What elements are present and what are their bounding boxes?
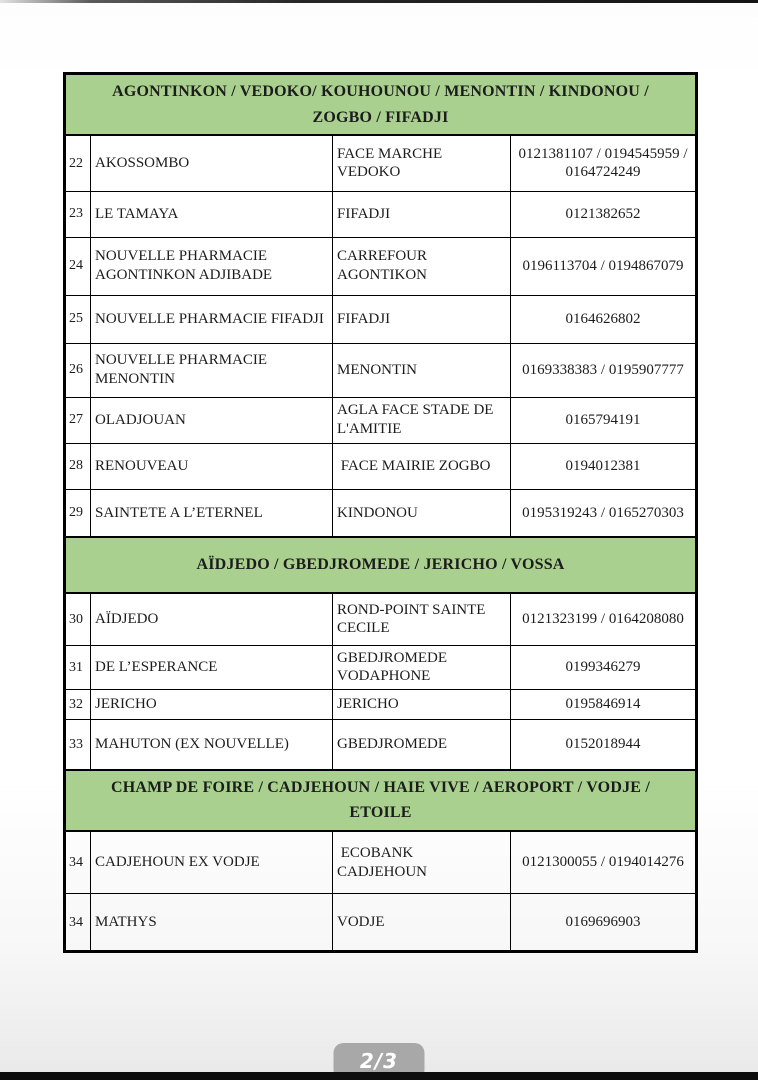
- pharmacy-name-cell: AKOSSOMBO: [91, 135, 333, 191]
- row-number-cell: 29: [65, 489, 91, 537]
- phone-cell: 0195319243 / 0165270303: [511, 489, 697, 537]
- pharmacy-name-cell: LE TAMAYA: [91, 191, 333, 237]
- pharmacy-name-cell: NOUVELLE PHARMACIE FIFADJI: [91, 295, 333, 343]
- page-indicator-label: 2/3: [359, 1048, 399, 1073]
- table-row: [65, 690, 697, 720]
- location-cell: ECOBANK CADJEHOUN: [333, 831, 511, 894]
- section-header: CHAMP DE FOIRE / CADJEHOUN / HAIE VIVE / AEROPORT / VODJE / ETOILE: [65, 770, 697, 831]
- section-header-row: [65, 770, 697, 831]
- table-row: [65, 593, 697, 645]
- section-header: AÏDJEDO / GBEDJROMEDE / JERICHO / VOSSA: [65, 537, 697, 593]
- row-number-cell: 23: [65, 191, 91, 237]
- document-page[interactable]: [63, 72, 695, 953]
- row-number-cell: 30: [65, 593, 91, 645]
- phone-cell: 0169696903: [511, 894, 697, 952]
- table-section: [65, 537, 697, 770]
- row-number-cell: 34: [65, 831, 91, 894]
- location-cell: CARREFOUR AGONTIKON: [333, 237, 511, 295]
- table-row: [65, 191, 697, 237]
- row-number-cell: 32: [65, 690, 91, 720]
- table-row: [65, 443, 697, 489]
- pharmacy-name-cell: NOUVELLE PHARMACIE AGONTINKON ADJIBADE: [91, 237, 333, 295]
- row-number-cell: 28: [65, 443, 91, 489]
- phone-cell: 0121381107 / 0194545959 / 0164724249: [511, 135, 697, 191]
- row-number-cell: 26: [65, 343, 91, 397]
- table-row: [65, 831, 697, 894]
- pharmacy-name-cell: JERICHO: [91, 690, 333, 720]
- phone-cell: 0169338383 / 0195907777: [511, 343, 697, 397]
- phone-cell: 0152018944: [511, 720, 697, 770]
- phone-cell: 0121323199 / 0164208080: [511, 593, 697, 645]
- table-row: [65, 720, 697, 770]
- table-row: [65, 397, 697, 443]
- pharmacy-name-cell: NOUVELLE PHARMACIE MENONTIN: [91, 343, 333, 397]
- bottom-bar: [0, 1072, 758, 1080]
- phone-cell: 0121382652: [511, 191, 697, 237]
- phone-cell: 0195846914: [511, 690, 697, 720]
- row-number-cell: 27: [65, 397, 91, 443]
- section-header-row: [65, 74, 697, 136]
- location-cell: KINDONOU: [333, 489, 511, 537]
- table-row: [65, 237, 697, 295]
- location-cell: AGLA FACE STADE DE L'AMITIE: [333, 397, 511, 443]
- phone-cell: 0121300055 / 0194014276: [511, 831, 697, 894]
- pharmacy-name-cell: SAINTETE A L’ETERNEL: [91, 489, 333, 537]
- phone-cell: 0165794191: [511, 397, 697, 443]
- pharmacy-name-cell: MAHUTON (EX NOUVELLE): [91, 720, 333, 770]
- row-number-cell: 25: [65, 295, 91, 343]
- location-cell: FIFADJI: [333, 191, 511, 237]
- pharmacy-name-cell: MATHYS: [91, 894, 333, 952]
- pharmacy-name-cell: OLADJOUAN: [91, 397, 333, 443]
- table-section: [65, 74, 697, 538]
- location-cell: VODJE: [333, 894, 511, 952]
- pharmacy-table: [63, 72, 698, 953]
- pharmacy-name-cell: AÏDJEDO: [91, 593, 333, 645]
- phone-cell: 0196113704 / 0194867079: [511, 237, 697, 295]
- row-number-cell: 31: [65, 645, 91, 690]
- pharmacy-name-cell: CADJEHOUN EX VODJE: [91, 831, 333, 894]
- table-row: [65, 645, 697, 690]
- section-header: AGONTINKON / VEDOKO/ KOUHOUNOU / MENONTIN / KINDONOU / ZOGBO / FIFADJI: [65, 74, 697, 136]
- phone-cell: 0164626802: [511, 295, 697, 343]
- location-cell: FACE MARCHE VEDOKO: [333, 135, 511, 191]
- row-number-cell: 34: [65, 894, 91, 952]
- location-cell: GBEDJROMEDE VODAPHONE: [333, 645, 511, 690]
- location-cell: ROND-POINT SAINTE CECILE: [333, 593, 511, 645]
- row-number-cell: 33: [65, 720, 91, 770]
- table-row: [65, 489, 697, 537]
- phone-cell: 0199346279: [511, 645, 697, 690]
- top-shadow-line: [0, 0, 758, 3]
- phone-cell: 0194012381: [511, 443, 697, 489]
- row-number-cell: 22: [65, 135, 91, 191]
- row-number-cell: 24: [65, 237, 91, 295]
- location-cell: FACE MAIRIE ZOGBO: [333, 443, 511, 489]
- pharmacy-name-cell: DE L’ESPERANCE: [91, 645, 333, 690]
- table-row: [65, 135, 697, 191]
- pharmacy-name-cell: RENOUVEAU: [91, 443, 333, 489]
- location-cell: JERICHO: [333, 690, 511, 720]
- location-cell: GBEDJROMEDE: [333, 720, 511, 770]
- section-header-row: [65, 537, 697, 593]
- table-row: [65, 295, 697, 343]
- table-row: [65, 343, 697, 397]
- table-section: [65, 770, 697, 952]
- location-cell: FIFADJI: [333, 295, 511, 343]
- location-cell: MENONTIN: [333, 343, 511, 397]
- table-row: [65, 894, 697, 952]
